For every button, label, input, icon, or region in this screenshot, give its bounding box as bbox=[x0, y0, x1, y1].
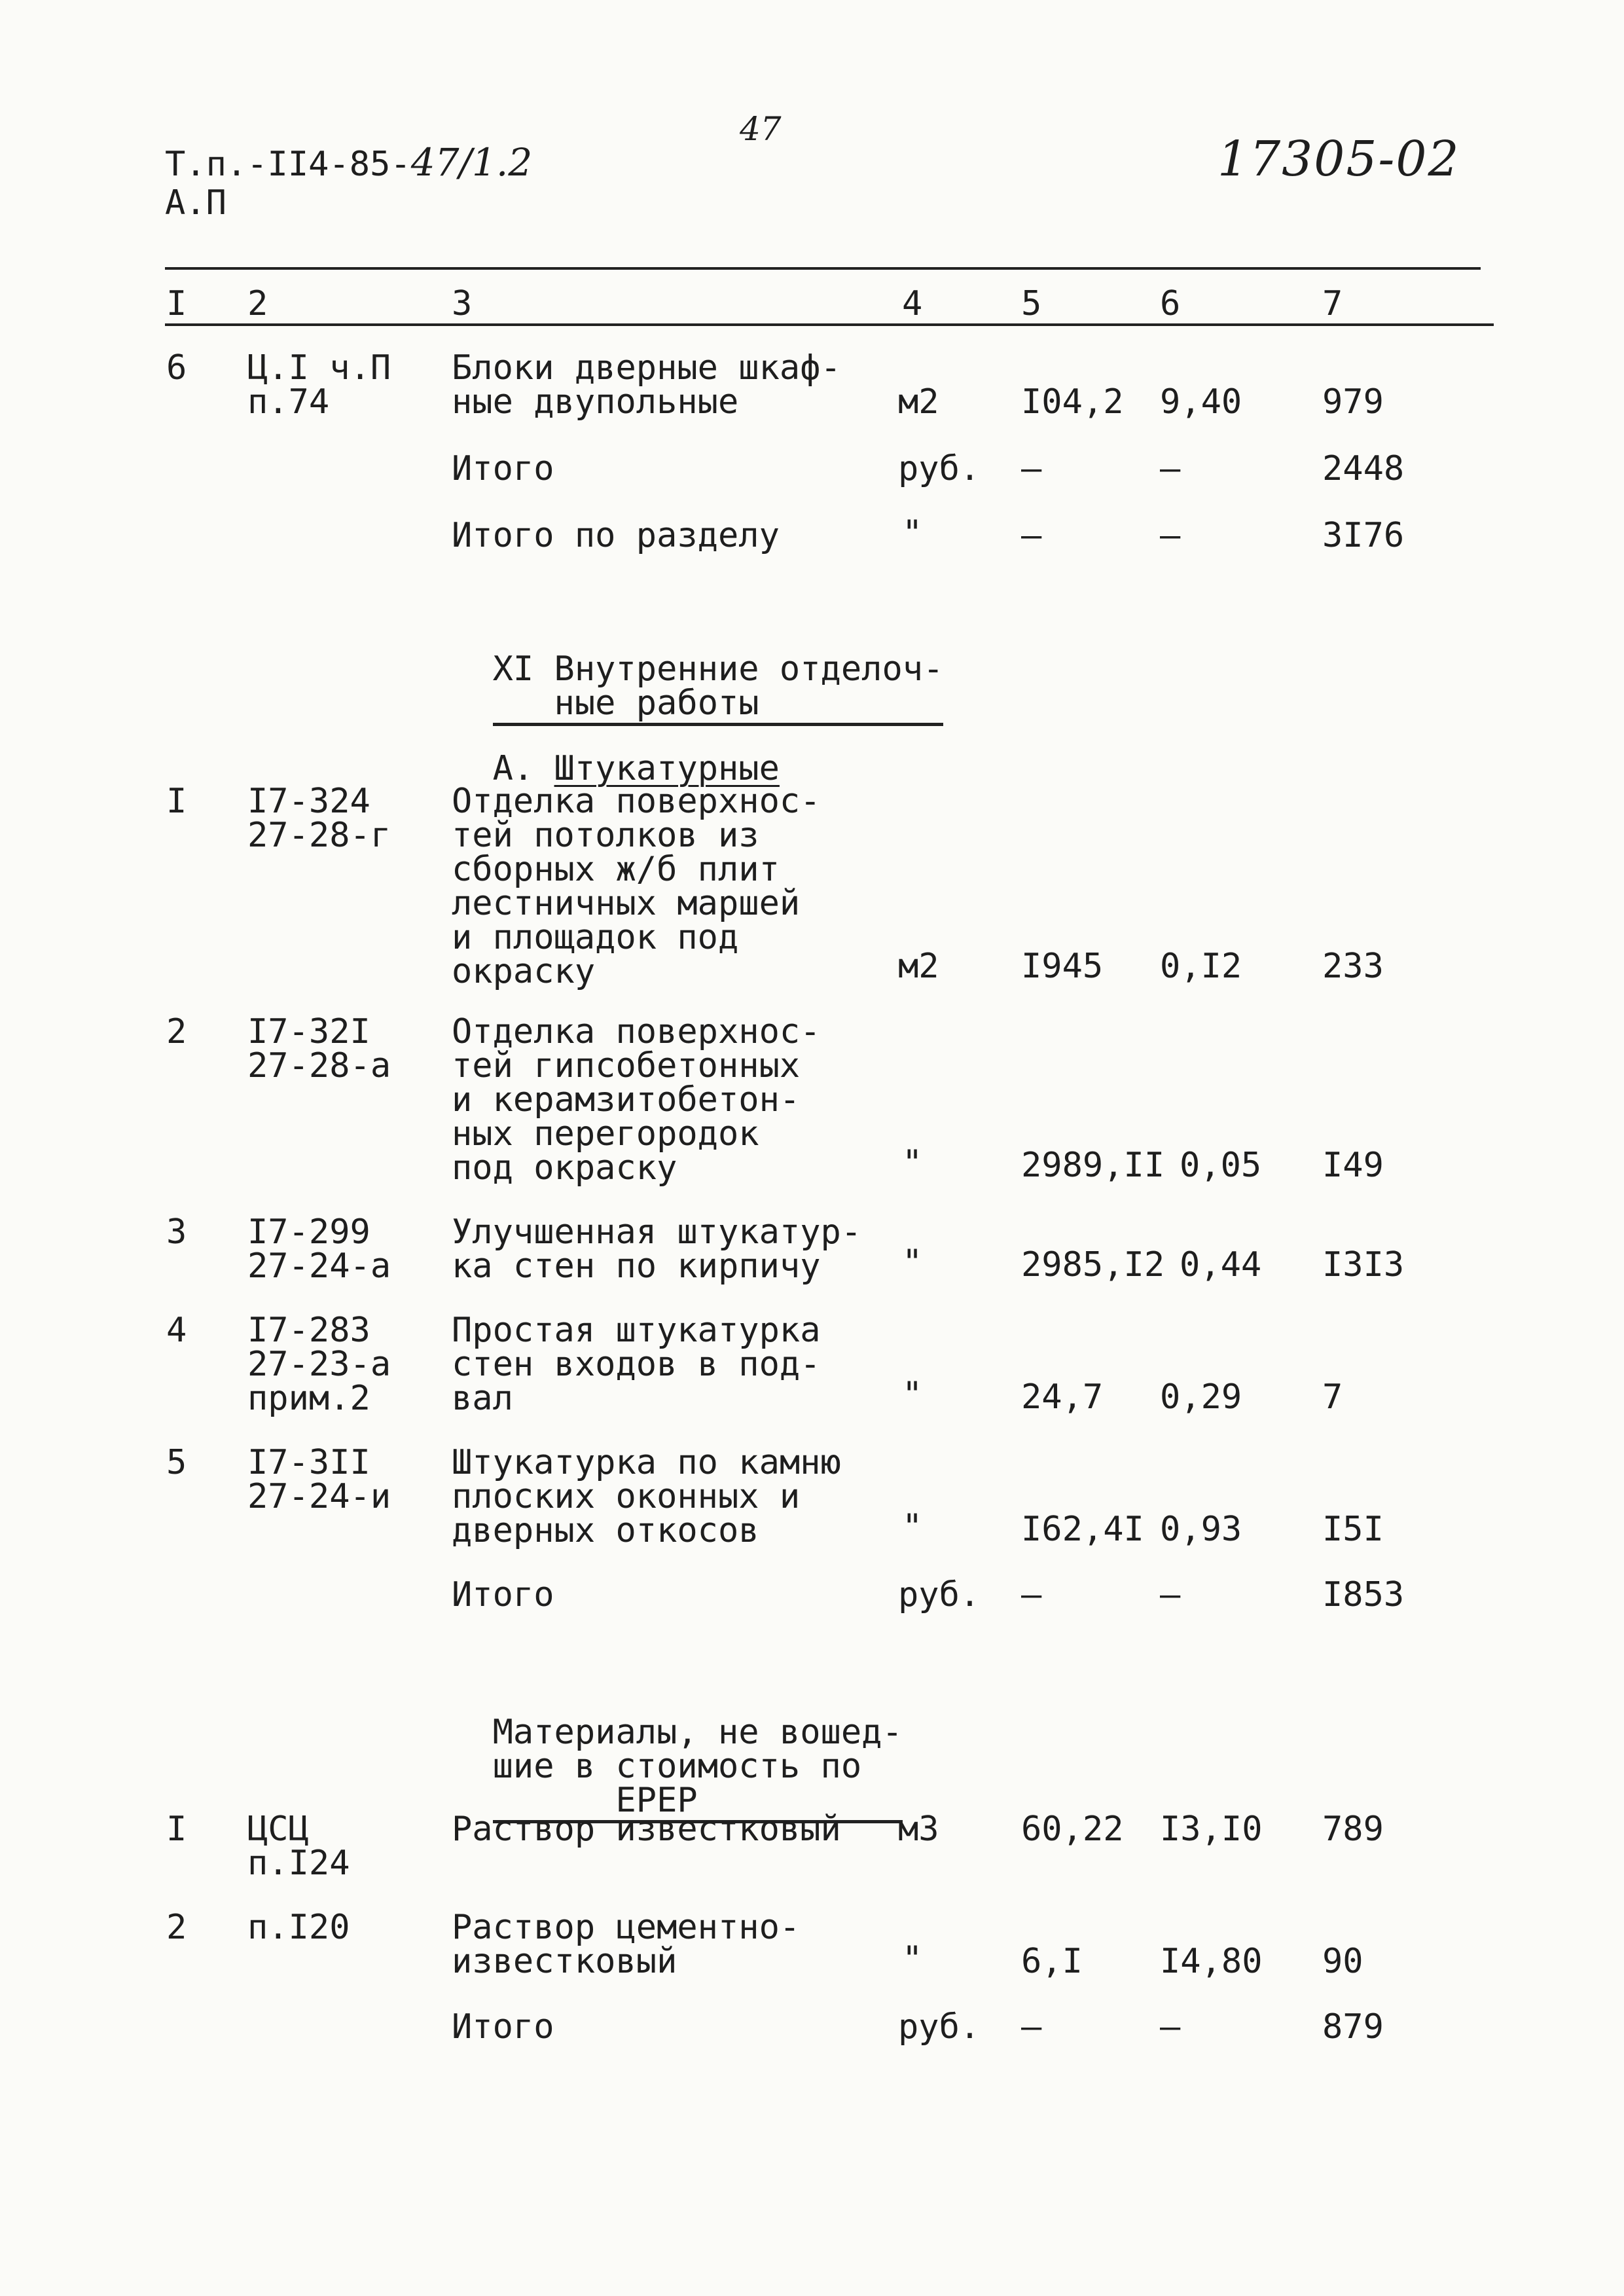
row-num: 4 bbox=[166, 1311, 187, 1350]
row-price: 0,93 bbox=[1160, 1510, 1242, 1549]
row-name: Итого bbox=[452, 1575, 554, 1614]
row-code: ЦСЦ п.I24 bbox=[247, 1810, 350, 1883]
row-name: Итого bbox=[452, 449, 554, 488]
row-unit: " bbox=[902, 1507, 923, 1546]
column-header-4: 4 bbox=[902, 284, 923, 323]
row-price: – bbox=[1160, 1575, 1181, 1614]
row-qty: I04,2 bbox=[1021, 382, 1124, 422]
row-unit: " bbox=[902, 513, 923, 553]
row-unit: м3 bbox=[898, 1810, 939, 1849]
row-code: I7-299 27-24-а bbox=[247, 1212, 391, 1286]
subsection-title: Штукатурные bbox=[554, 749, 780, 788]
row-code: Ц.I ч.П п.74 bbox=[247, 348, 391, 422]
row-qty: 6,I bbox=[1021, 1942, 1083, 1981]
subsection-heading-a bbox=[452, 718, 780, 786]
row-total: 879 bbox=[1322, 2007, 1384, 2047]
archive-number: 17305-02 bbox=[1218, 131, 1460, 187]
row-qty: – bbox=[1021, 516, 1042, 555]
row-price: – bbox=[1160, 449, 1181, 488]
document-code-typed: Т.п.-II4-85- bbox=[165, 145, 411, 184]
row-num: 2 bbox=[166, 1012, 187, 1051]
section-heading-materials bbox=[452, 1681, 903, 1823]
row-total: I49 bbox=[1322, 1146, 1384, 1185]
row-qty: – bbox=[1021, 1575, 1042, 1614]
section-heading-xi bbox=[452, 618, 943, 726]
column-header-7: 7 bbox=[1322, 284, 1343, 323]
row-code: I7-3II 27-24-и bbox=[247, 1443, 391, 1516]
document-subcode: А.П bbox=[165, 183, 226, 223]
row-price: I3,I0 bbox=[1160, 1810, 1263, 1849]
row-total: 979 bbox=[1322, 382, 1384, 422]
row-name: Простая штукатурка стен входов в под- вал bbox=[452, 1311, 821, 1418]
row-price: 0,29 bbox=[1160, 1377, 1242, 1417]
row-total: 7 bbox=[1322, 1377, 1343, 1417]
row-num: 3 bbox=[166, 1212, 187, 1252]
row-code: I7-324 27-28-г bbox=[247, 782, 391, 855]
row-unit: " bbox=[902, 1939, 923, 1978]
section-heading-xi-text: XI Внутренние отделоч- ные работы bbox=[493, 652, 944, 726]
section-heading-materials-text: Материалы, не вошед- шие в стоимость по ЕРЕР bbox=[493, 1715, 903, 1823]
row-qty: – bbox=[1021, 2007, 1042, 2047]
row-total: I3I3 bbox=[1322, 1245, 1405, 1285]
row-qty: 2985,I2 bbox=[1021, 1245, 1165, 1285]
row-num: 2 bbox=[166, 1908, 187, 1947]
document-code bbox=[165, 140, 533, 185]
row-unit: " bbox=[902, 1143, 923, 1182]
row-name: Отделка поверхнос- тей гипсобетонных и керамзитобетон- ных перегородок под окраску bbox=[452, 1012, 821, 1188]
row-total: 789 bbox=[1322, 1810, 1384, 1849]
row-total: 90 bbox=[1322, 1942, 1363, 1981]
row-code: I7-32I 27-28-а bbox=[247, 1012, 391, 1085]
row-name: Улучшенная штукатур- ка стен по кирпичу bbox=[452, 1212, 862, 1286]
row-price: – bbox=[1160, 2007, 1181, 2047]
row-price: 0,44 bbox=[1180, 1245, 1262, 1285]
row-price: 9,40 bbox=[1160, 382, 1242, 422]
row-unit: м2 bbox=[898, 947, 939, 986]
row-num: I bbox=[166, 782, 187, 821]
row-unit: " bbox=[902, 1375, 923, 1414]
row-qty: 2989,II bbox=[1021, 1146, 1165, 1185]
row-unit: руб. bbox=[898, 1575, 981, 1614]
row-total: 2448 bbox=[1322, 449, 1405, 488]
row-code: I7-283 27-23-а прим.2 bbox=[247, 1311, 391, 1418]
table-top-rule bbox=[165, 267, 1481, 270]
row-price: 0,05 bbox=[1180, 1146, 1262, 1185]
row-price: 0,I2 bbox=[1160, 947, 1242, 986]
row-name: Раствор цементно- известковый bbox=[452, 1908, 801, 1981]
row-qty: 24,7 bbox=[1021, 1377, 1104, 1417]
row-total: I5I bbox=[1322, 1510, 1384, 1549]
row-name: Раствор известковый bbox=[452, 1810, 841, 1849]
column-header-1: I bbox=[166, 284, 187, 323]
table-header-rule bbox=[165, 323, 1494, 326]
column-header-2: 2 bbox=[247, 284, 268, 323]
row-num: I bbox=[166, 1810, 187, 1849]
subsection-prefix: А. bbox=[492, 749, 554, 788]
row-unit: " bbox=[902, 1243, 923, 1282]
row-name: Штукатурка по камню плоских оконных и дверных откосов bbox=[452, 1443, 841, 1550]
column-header-3: 3 bbox=[452, 284, 473, 323]
column-header-6: 6 bbox=[1160, 284, 1181, 323]
row-price: I4,80 bbox=[1160, 1942, 1263, 1981]
row-total: I853 bbox=[1322, 1575, 1405, 1614]
row-name: Итого bbox=[452, 2007, 554, 2047]
row-unit: руб. bbox=[898, 2007, 981, 2047]
document-code-handwritten: 47/1.2 bbox=[410, 140, 533, 185]
row-name: Итого по разделу bbox=[452, 516, 780, 555]
row-unit: руб. bbox=[898, 449, 981, 488]
row-total: 3I76 bbox=[1322, 516, 1405, 555]
row-name: Отделка поверхнос- тей потолков из сборных ж/б плит лестничных маршей и площадок под окраску bbox=[452, 782, 821, 991]
row-num: 6 bbox=[166, 348, 187, 388]
row-qty: I945 bbox=[1021, 947, 1104, 986]
row-name: Блоки дверные шкаф- ные двупольные bbox=[452, 348, 841, 422]
row-total: 233 bbox=[1322, 947, 1384, 986]
page-number: 47 bbox=[740, 110, 782, 148]
row-code: п.I20 bbox=[247, 1908, 350, 1947]
row-qty: I62,4I bbox=[1021, 1510, 1144, 1549]
row-num: 5 bbox=[166, 1443, 187, 1482]
row-price: – bbox=[1160, 516, 1181, 555]
row-qty: – bbox=[1021, 449, 1042, 488]
column-header-5: 5 bbox=[1021, 284, 1042, 323]
row-unit: м2 bbox=[898, 382, 939, 422]
row-qty: 60,22 bbox=[1021, 1810, 1124, 1849]
